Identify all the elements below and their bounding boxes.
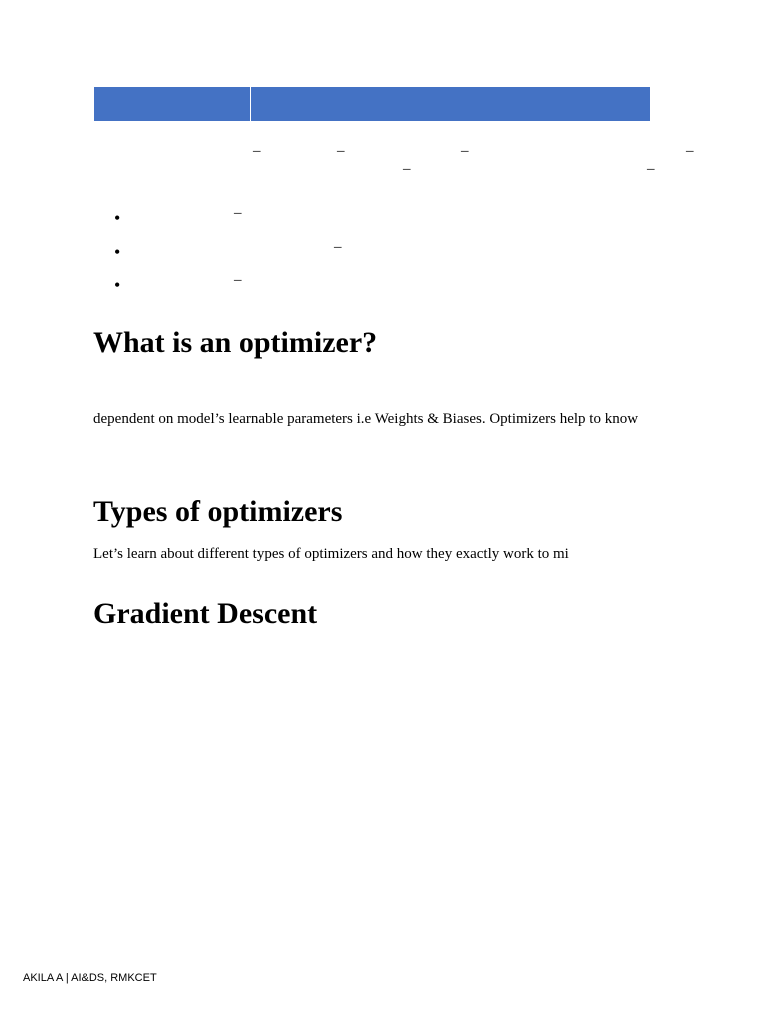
dash-mark: – bbox=[234, 205, 242, 221]
dash-mark: – bbox=[647, 161, 655, 177]
dash-mark: – bbox=[686, 143, 694, 159]
bullet-dot: • bbox=[114, 208, 121, 228]
dash-mark: – bbox=[253, 143, 261, 159]
dash-mark: – bbox=[337, 143, 345, 159]
heading-gradient-descent: Gradient Descent bbox=[93, 597, 318, 630]
list-item bbox=[114, 240, 414, 274]
dash-mark: – bbox=[234, 272, 242, 288]
list-item bbox=[114, 206, 414, 240]
table-header-cell-right bbox=[251, 87, 650, 121]
heading-what-is-optimizer: What is an optimizer? bbox=[93, 326, 378, 359]
bullet-dot: • bbox=[114, 241, 121, 262]
heading-types-of-optimizers: Types of optimizers bbox=[93, 495, 343, 528]
table-header-band bbox=[94, 87, 650, 121]
dash-mark: – bbox=[461, 143, 469, 159]
bullet-dot: • bbox=[114, 275, 121, 295]
dash-mark: – bbox=[403, 161, 411, 177]
dash-mark: – bbox=[334, 238, 342, 255]
page-footer: AKILA A | AI&DS, RMKCET bbox=[23, 972, 157, 984]
list-item bbox=[114, 273, 414, 307]
table-header-cell-left bbox=[94, 87, 251, 121]
bullet-list bbox=[114, 206, 414, 307]
paragraph-types: Let’s learn about different types of optimizers and how they exactly work to mi bbox=[93, 546, 569, 562]
paragraph-optimizer: dependent on model’s learnable parameters i.e Weights & Biases. Optimizers help to know bbox=[93, 411, 639, 427]
